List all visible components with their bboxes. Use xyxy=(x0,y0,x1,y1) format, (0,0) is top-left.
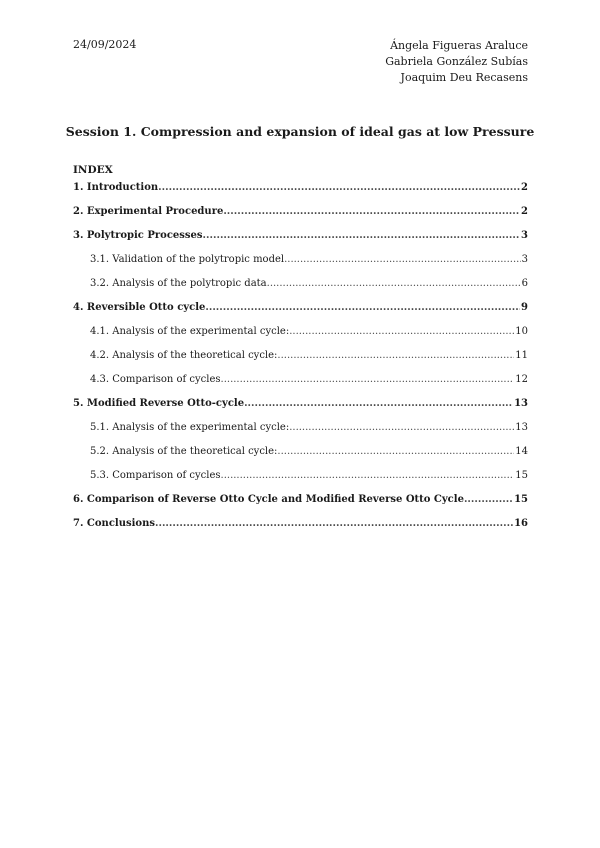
toc-leader xyxy=(289,326,514,337)
toc-entry-page: 11 xyxy=(515,350,528,361)
header-authors xyxy=(385,38,528,86)
toc-leader xyxy=(155,518,513,529)
toc-leader xyxy=(284,254,521,265)
toc-entry[interactable] xyxy=(90,470,528,484)
toc-entry-label: 1. Introduction xyxy=(73,182,159,193)
toc-leader xyxy=(464,494,513,505)
toc-entry-label: 5.3. Comparison of cycles xyxy=(90,470,221,481)
toc-entry[interactable] xyxy=(73,206,528,220)
toc-entry-label: 3.2. Analysis of the polytropic data xyxy=(90,278,267,289)
toc-leader xyxy=(203,230,521,241)
toc-entry-page: 16 xyxy=(514,518,528,529)
toc-leader xyxy=(244,398,513,409)
toc-leader xyxy=(223,206,520,217)
toc-entry-page: 12 xyxy=(515,374,528,385)
toc-entry[interactable] xyxy=(73,398,528,412)
toc-entry-page: 15 xyxy=(515,470,528,481)
index-heading: INDEX xyxy=(73,164,113,176)
toc-entry-page: 15 xyxy=(514,494,528,505)
toc-entry-label: 3. Polytropic Processes xyxy=(73,230,203,241)
toc-entry-page: 2 xyxy=(521,206,528,217)
toc-entry-page: 3 xyxy=(521,254,528,265)
header-date: 24/09/2024 xyxy=(73,38,137,51)
toc-entry-page: 6 xyxy=(521,278,528,289)
toc-entry-label: 4.2. Analysis of the theoretical cycle: xyxy=(90,350,278,361)
toc-leader xyxy=(221,374,515,385)
toc-leader xyxy=(289,422,514,433)
toc-entry-label: 5. Modified Reverse Otto-cycle xyxy=(73,398,245,409)
toc-entry-label: 5.1. Analysis of the experimental cycle: xyxy=(90,422,290,433)
toc-entry-page: 9 xyxy=(521,302,528,313)
toc-entry-page: 10 xyxy=(515,326,528,337)
toc-leader xyxy=(277,446,514,457)
toc-entry-page: 3 xyxy=(521,230,528,241)
toc-entry-label: 5.2. Analysis of the theoretical cycle: xyxy=(90,446,278,457)
toc-entry[interactable] xyxy=(90,374,528,388)
toc-entry-page: 14 xyxy=(515,446,528,457)
toc-entry[interactable] xyxy=(73,230,528,244)
author-name: Ángela Figueras Araluce xyxy=(390,39,528,52)
toc-entry-label: 6. Comparison of Reverse Otto Cycle and Modified Reverse Otto Cycle xyxy=(73,494,464,505)
toc-entry[interactable] xyxy=(73,302,528,316)
toc-entry-label: 4. Reversible Otto cycle xyxy=(73,302,206,313)
author-name: Joaquim Deu Recasens xyxy=(400,71,528,84)
toc-entry-label: 4.3. Comparison of cycles xyxy=(90,374,221,385)
toc-entry[interactable] xyxy=(90,254,528,268)
author-name: Gabriela González Subías xyxy=(385,55,528,68)
toc-entry[interactable] xyxy=(73,494,528,508)
toc-entry-label: 4.1. Analysis of the experimental cycle: xyxy=(90,326,290,337)
toc-leader xyxy=(277,350,514,361)
toc-entry[interactable] xyxy=(90,422,528,436)
toc-entry[interactable] xyxy=(90,278,528,292)
toc-entry-label: 2. Experimental Procedure xyxy=(73,206,224,217)
toc-entry[interactable] xyxy=(73,182,528,196)
toc-entry-page: 13 xyxy=(515,422,528,433)
toc-entry-label: 3.1. Validation of the polytropic model xyxy=(90,254,285,265)
toc-entry[interactable] xyxy=(90,446,528,460)
toc-entry[interactable] xyxy=(73,518,528,532)
toc-entry[interactable] xyxy=(90,350,528,364)
toc-entry-page: 13 xyxy=(514,398,528,409)
toc-entry-page: 2 xyxy=(521,182,528,193)
toc-leader xyxy=(158,182,520,193)
toc-entry[interactable] xyxy=(90,326,528,340)
toc-leader xyxy=(267,278,521,289)
toc-leader xyxy=(205,302,520,313)
toc-entry-label: 7. Conclusions xyxy=(73,518,155,529)
toc-leader xyxy=(221,470,515,481)
document-title: Session 1. Compression and expansion of ideal gas at low Pressure xyxy=(65,124,535,139)
